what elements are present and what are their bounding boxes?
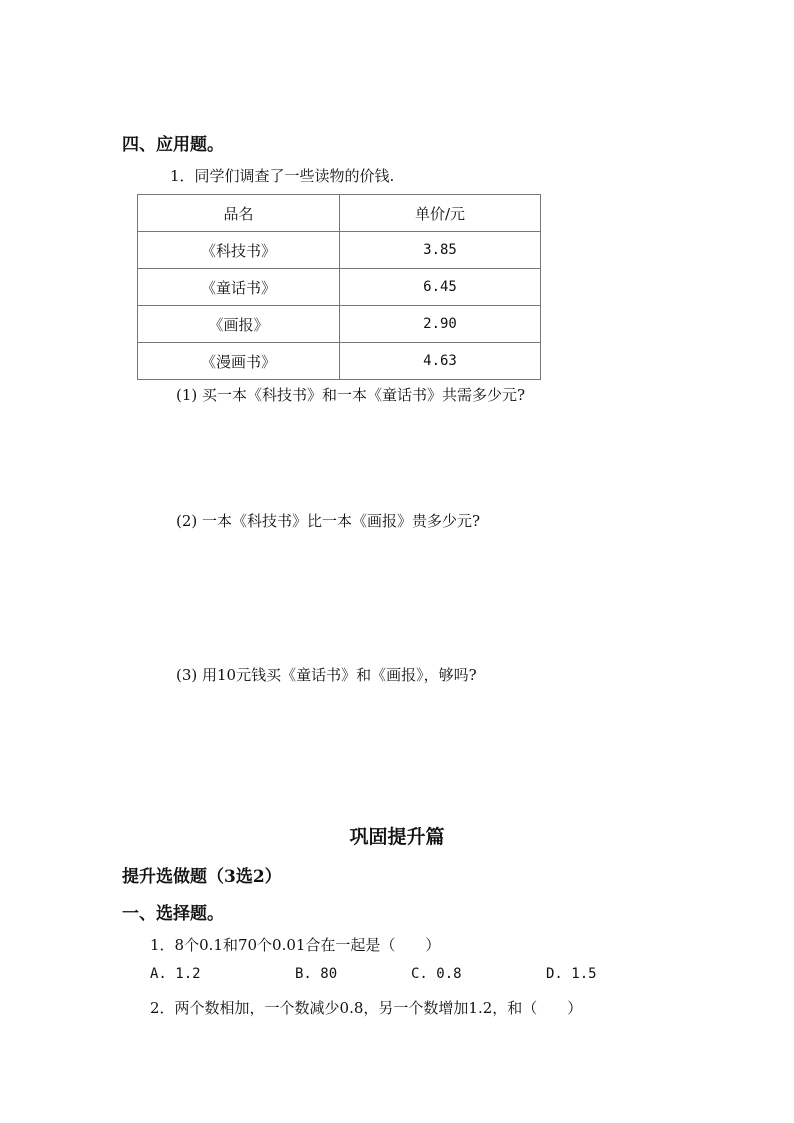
option-a: A. 1.2 [150, 966, 201, 982]
table-row [138, 343, 541, 380]
table-cell-item: 《漫画书》 [138, 343, 340, 380]
table-header-cell: 品名 [138, 195, 340, 232]
question-1-intro: 1．同学们调查了一些读物的价钱. [170, 167, 395, 185]
sub-question-3: (3) 用10元钱买《童话书》和《画报》，够吗? [176, 666, 477, 684]
table-cell-item: 《画报》 [138, 306, 340, 343]
table-cell-price: 3.85 [340, 232, 541, 269]
sub-question-1: (1) 买一本《科技书》和一本《童话书》共需多少元? [176, 386, 526, 404]
sub-question-2: (2) 一本《科技书》比一本《画报》贵多少元? [176, 512, 481, 530]
table-row [138, 306, 541, 343]
table-header-cell: 单价/元 [340, 195, 541, 232]
choice-question-1: 1．8个0.1和70个0.01合在一起是（ ） [150, 936, 441, 954]
option-b: B. 80 [295, 966, 338, 982]
part-title: 巩固提升篇 [349, 826, 445, 848]
table-row [138, 269, 541, 306]
table-cell-item: 《科技书》 [138, 232, 340, 269]
part-subtitle: 提升选做题（3选2） [122, 867, 282, 887]
price-table [137, 194, 541, 380]
table-cell-price: 2.90 [340, 306, 541, 343]
section-heading-choice: 一、选择题。 [122, 904, 224, 924]
table-header-row [138, 195, 541, 232]
section-heading-applied: 四、应用题。 [122, 135, 224, 155]
option-d: D. 1.5 [546, 966, 597, 982]
choice-question-2: 2．两个数相加，一个数减少0.8，另一个数增加1.2，和（ ） [150, 999, 583, 1017]
table-row [138, 232, 541, 269]
table-cell-item: 《童话书》 [138, 269, 340, 306]
table-cell-price: 4.63 [340, 343, 541, 380]
table-cell-price: 6.45 [340, 269, 541, 306]
option-c: C. 0.8 [411, 966, 462, 982]
